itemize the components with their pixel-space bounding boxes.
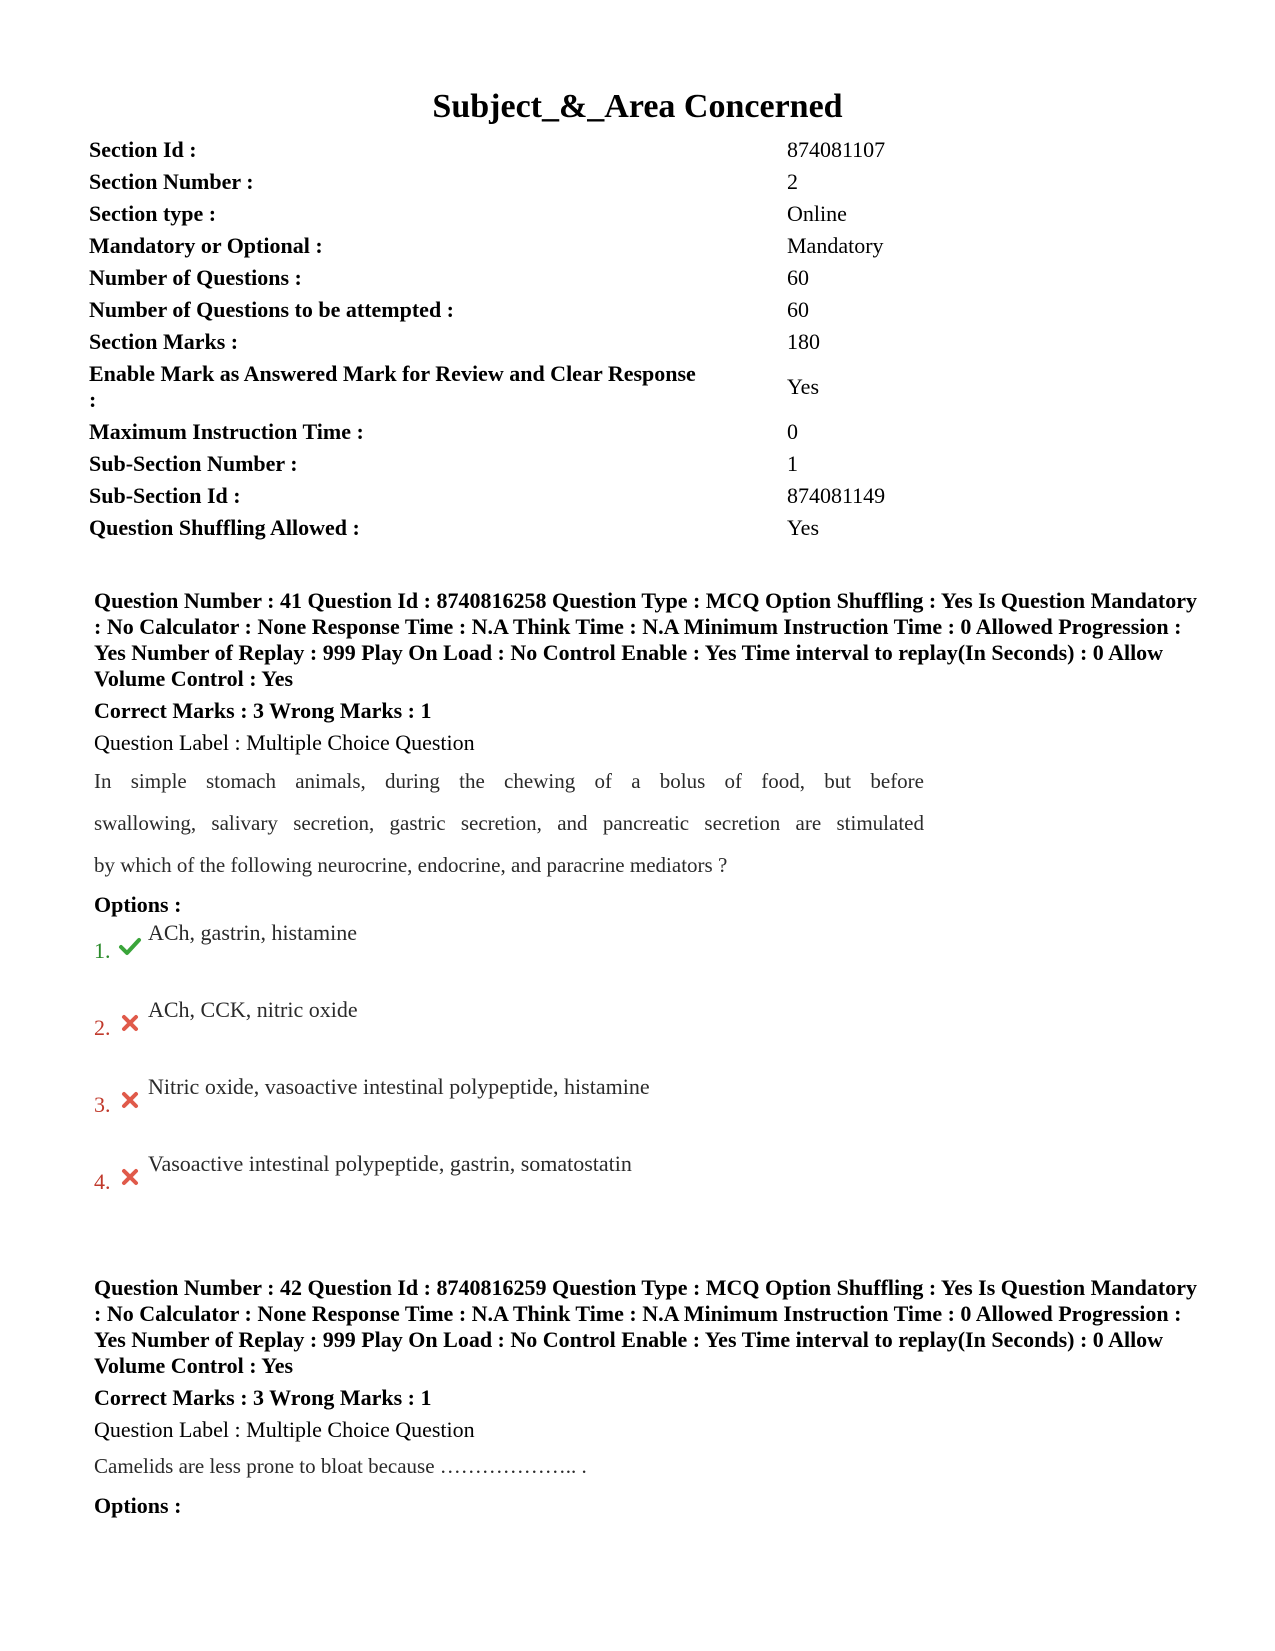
option-text: ACh, gastrin, histamine [148,920,357,945]
info-value: Yes [787,515,820,540]
cross-icon [118,1088,142,1112]
option-text: ACh, CCK, nitric oxide [148,997,358,1022]
options-list [94,920,1204,1228]
options-label: Options : [94,892,182,917]
info-row [89,416,1189,448]
question-text [94,1445,1204,1487]
option-number: 1. [94,938,111,963]
info-label: Number of Questions : [89,265,302,290]
checkmark-icon [118,934,142,958]
info-value: Yes [787,374,820,399]
option-number: 4. [94,1169,111,1194]
info-row [89,166,1189,198]
info-row [89,448,1189,480]
info-label: Maximum Instruction Time : [89,419,364,444]
options-label: Options : [94,1493,182,1518]
info-value: Online [787,201,847,226]
option-number: 2. [94,1015,111,1040]
info-row [89,294,1189,326]
info-label: Section Marks : [89,329,239,354]
question-meta: Question Number : 41 Question Id : 8740816258 Question Type : MCQ Option Shuffling : Yes Is Question Mandatory : No Calculator : None Response Time : N.A Think Time : N.A Minimum Instruction Time : 0 Allowed Progression : Yes Number of Replay : 999 Play On Load : No Control Enable : Yes Time interval to replay(In Seconds) : 0 Allow Volume Control : Yes [94,588,1197,691]
question-42 [94,1275,1204,1519]
info-label: Number of Questions to be attempted : [89,297,455,322]
question-label: Question Label : Multiple Choice Question [94,1417,475,1442]
info-row [89,326,1189,358]
info-label: Enable Mark as Answered Mark for Review and Clear Response : [89,361,696,412]
info-value: 0 [787,419,798,444]
question-text-line: by which of the following neurocrine, endocrine, and paracrine mediators ? [94,853,728,877]
section-info-table [89,134,1189,544]
question-meta: Question Number : 42 Question Id : 8740816259 Question Type : MCQ Option Shuffling : Yes Is Question Mandatory : No Calculator : None Response Time : N.A Think Time : N.A Minimum Instruction Time : 0 Allowed Progression : Yes Number of Replay : 999 Play On Load : No Control Enable : Yes Time interval to replay(In Seconds) : 0 Allow Volume Control : Yes [94,1275,1197,1378]
option-4 [94,1151,1204,1228]
info-row [89,198,1189,230]
info-value: 874081149 [787,483,886,508]
info-row [89,480,1189,512]
option-text: Vasoactive intestinal polypeptide, gastrin, somatostatin [148,1151,632,1176]
option-1 [94,920,1204,997]
option-number: 3. [94,1092,111,1117]
info-row [89,134,1189,166]
question-text [94,760,1204,886]
info-label: Mandatory or Optional : [89,233,323,258]
info-label: Section Id : [89,137,197,162]
info-value: 180 [787,329,820,354]
cross-icon [118,1165,142,1189]
info-label: Sub-Section Id : [89,483,241,508]
info-label: Sub-Section Number : [89,451,298,476]
info-value: 874081107 [787,137,886,162]
question-text-line: swallowing, salivary secretion, gastric secretion, and pancreatic secretion are stimulated [94,811,924,835]
option-2 [94,997,1204,1074]
question-text-line: Camelids are less prone to bloat because ……………….. . [94,1454,587,1478]
question-text-line: In simple stomach animals, during the chewing of a bolus of food, but before [94,769,924,793]
info-label: Section Number : [89,169,254,194]
cross-icon [118,1011,142,1035]
question-marks: Correct Marks : 3 Wrong Marks : 1 [94,1385,432,1410]
info-label: Question Shuffling Allowed : [89,515,360,540]
info-value: 60 [787,297,809,322]
info-row [89,512,1189,544]
page-title: Subject_&_Area Concerned [432,88,843,125]
info-value: 1 [787,451,798,476]
info-row [89,358,1189,416]
question-marks: Correct Marks : 3 Wrong Marks : 1 [94,698,432,723]
info-value: Mandatory [787,233,884,258]
info-value: 2 [787,169,798,194]
info-row [89,230,1189,262]
info-label: Section type : [89,201,217,226]
question-label: Question Label : Multiple Choice Question [94,730,475,755]
info-value: 60 [787,265,809,290]
option-text: Nitric oxide, vasoactive intestinal polypeptide, histamine [148,1074,650,1099]
info-row [89,262,1189,294]
question-41 [94,588,1204,1228]
option-3 [94,1074,1204,1151]
